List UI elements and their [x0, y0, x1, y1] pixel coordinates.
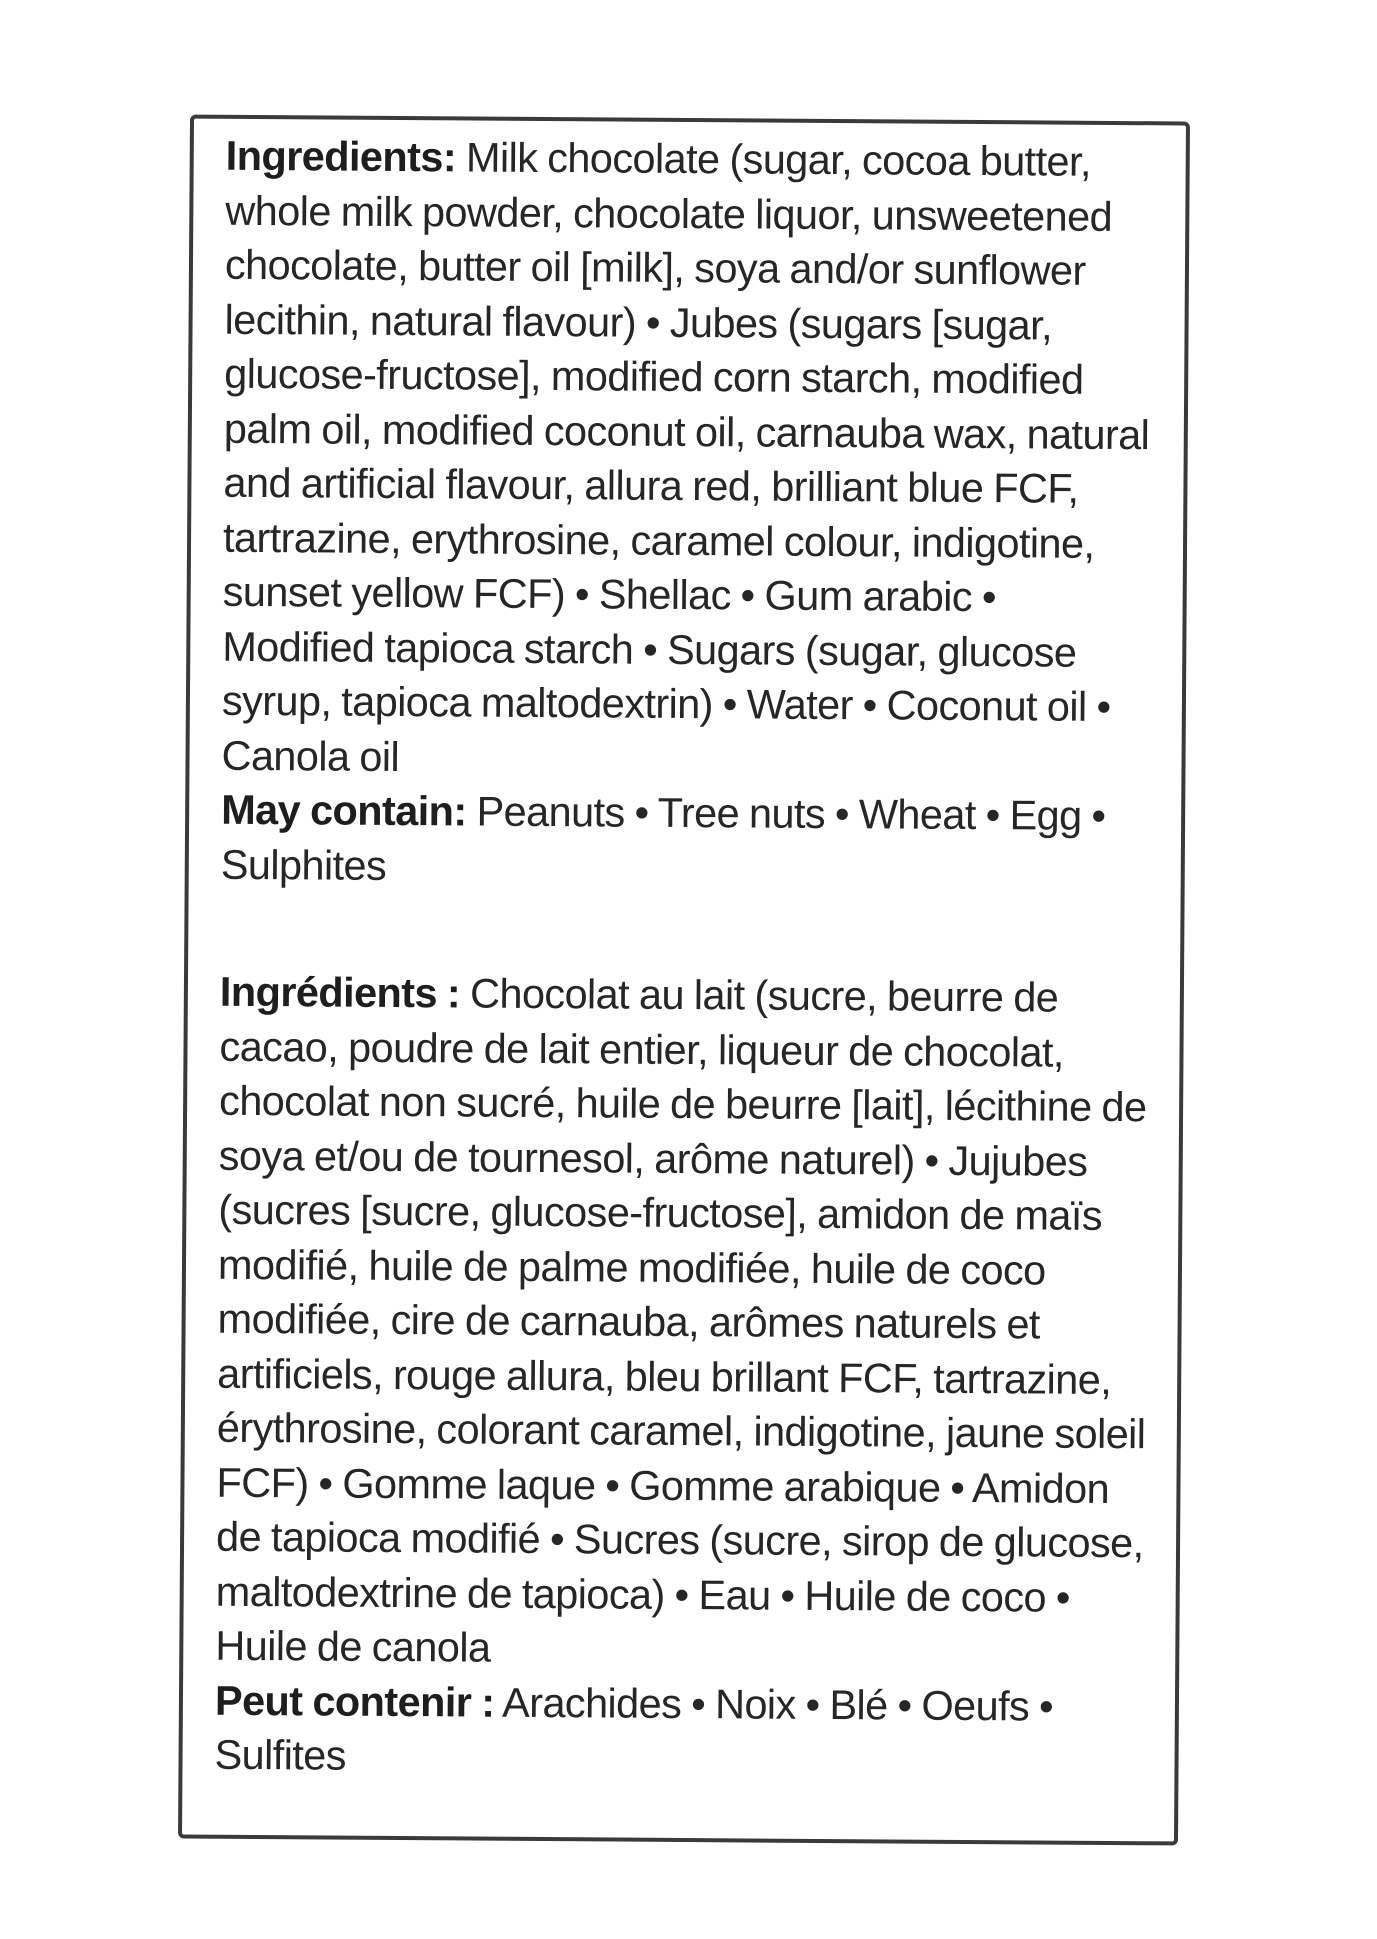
english-ingredients-heading: Ingredients:	[225, 131, 457, 181]
english-may-contain-heading: May contain:	[221, 785, 467, 835]
english-ingredients-list: Milk chocolate (sugar, cocoa butter, whole milk powder, chocolate liquor, unsweetened chocolate, butter oil [milk], soya and/or sunflower lecithin, natural flavour) • Jubes (sugars [sugar, glucose-fructose], modified corn starch, modified palm oil, modified coconut oil, carnauba wax, natural and artificial flavour, allura red, brilliant blue FCF, tartrazine, erythrosine, caramel colour, indigotine, sunset yellow FCF) • Shellac • Gum arabic • Modified tapioca starch • Sugars (sugar, glucose syrup, tapioca maltodextrin) • Water • Coconut oil • Canola oil	[221, 133, 1150, 780]
french-ingredients-list: Chocolat au lait (sucre, beurre de cacao, poudre de lait entier, liqueur de chocolat, chocolat non sucré, huile de beurre [lait], lécithine de soya et/ou de tournesol, arôme naturel) • Jujubes (sucres [sucre, glucose-fructose], amidon de maïs modifié, huile de palme modifiée, huile de coco modifiée, cire de carnauba, arômes naturels et artificiels, rouge allura, bleu brillant FCF, tartrazine, érythrosine, colorant caramel, indigotine, jaune soleil FCF) • Gomme laque • Gomme arabique • Amidon de tapioca modifié • Sucres (sucre, sirop de glucose, maltodextrine de tapioca) • Eau • Huile de coco • Huile de canola	[215, 969, 1147, 1671]
english-allergen-list: Peanuts • Tree nuts • Wheat • Egg • Sulphites	[220, 787, 1106, 889]
english-ingredients-section	[221, 129, 1158, 898]
ingredients-label-panel	[178, 115, 1190, 1846]
english-ingredients-paragraph	[221, 129, 1158, 789]
french-may-contain-heading: Peut contenir :	[214, 1676, 495, 1726]
french-may-contain-paragraph	[214, 1673, 1147, 1789]
english-may-contain-paragraph	[221, 783, 1154, 899]
french-allergen-list: Arachides • Noix • Blé • Oeufs • Sulfites	[214, 1678, 1054, 1779]
french-ingredients-section	[214, 965, 1152, 1789]
french-ingredients-paragraph	[215, 965, 1152, 1680]
french-ingredients-heading: Ingrédients :	[219, 967, 461, 1017]
